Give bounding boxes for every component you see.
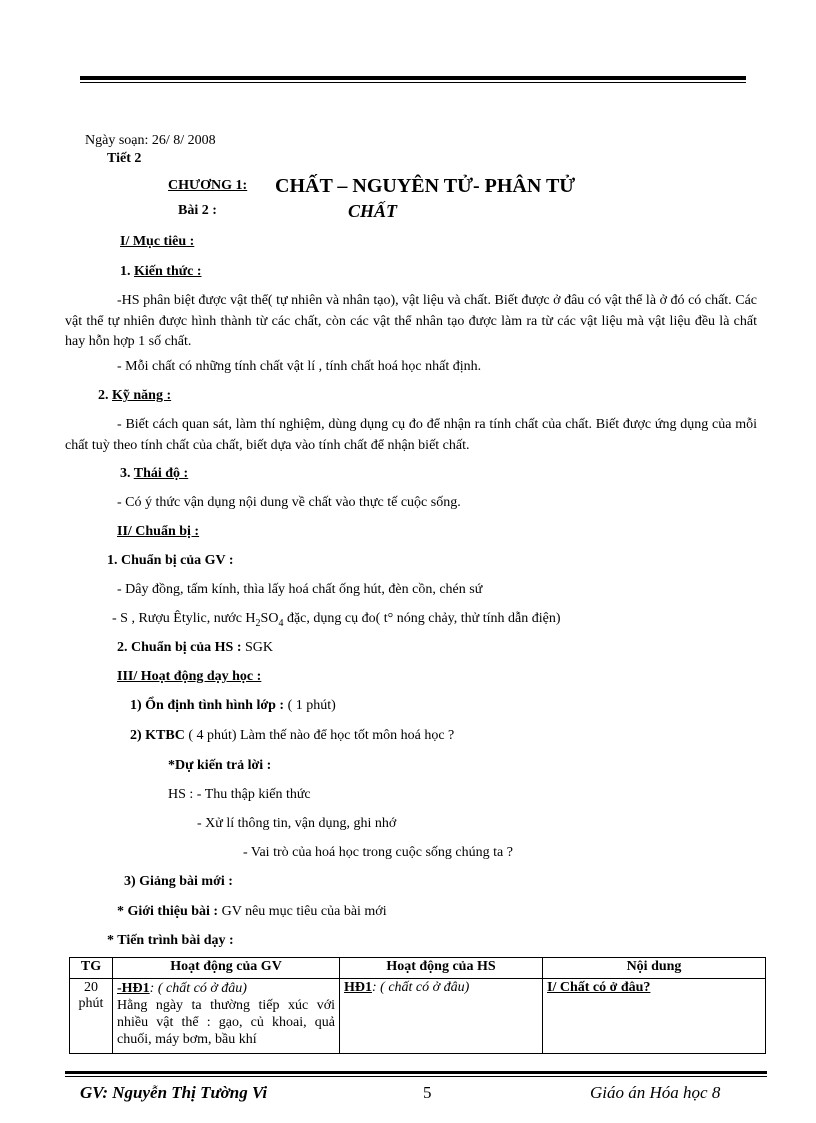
teacher-activity-text: Hằng ngày ta thường tiếp xúc với nhiều vật thể : gạo, củ khoai, quả chuối, máy bơm, bầu khí (117, 998, 335, 1047)
step-2-label: 2) KTBC (130, 728, 185, 743)
skills-title: Kỹ năng : (112, 388, 172, 403)
date-line: Ngày soạn: 26/ 8/ 2008 (85, 133, 216, 148)
chapter-label: CHƯƠNG 1: (168, 178, 248, 193)
teacher-prep-item-2-c: đặc, dụng cụ đo( t° nóng chảy, thử tính dẫn điện) (283, 611, 561, 626)
lesson-table (69, 957, 766, 1054)
objectives-heading: I/ Mục tiêu : (120, 234, 195, 249)
answer-1: HS : - Thu thập kiến thức (168, 787, 311, 802)
step-1 (130, 697, 336, 715)
knowledge-text: -HS phân biệt được vật thể( tự nhiên và nhân tạo), vật liệu và chất. Biết được ở đâu có vật thể là ở đó có chất. Các vật thể tự nhiên được hình thành từ các chất, còn các vật thể nhân tạo được làm ra từ các vật liệu mà vật liệu đều là chất hay hỗn hợp 1 số chất. (65, 293, 757, 349)
cell-time: 20 phút (70, 979, 113, 1054)
step-1-label: 1) Ổn định tình hình lớp : (130, 698, 285, 713)
teacher-prep-heading: 1. Chuẩn bị của GV : (107, 553, 234, 568)
preparation-heading: II/ Chuẩn bị : (117, 524, 200, 539)
header-content: Nội dung (543, 958, 766, 979)
knowledge-title: Kiến thức : (134, 264, 202, 279)
attitude-text: - Có ý thức vận dụng nội dung về chất vào thực tế cuộc sống. (117, 495, 461, 510)
student-activity-label: HĐ1 (344, 980, 372, 995)
attitude-number: 3. (120, 466, 131, 481)
header-teacher-activity: Hoạt động của GV (113, 958, 340, 979)
attitude-heading (120, 465, 188, 483)
footer-rule-thin (65, 1076, 767, 1077)
lesson-label: Bài 2 : (178, 203, 217, 218)
knowledge-number: 1. (120, 264, 131, 279)
step-1-text: ( 1 phút) (284, 698, 336, 713)
answer-2: - Xử lí thông tin, vận dụng, ghi nhớ (197, 816, 397, 831)
student-prep-heading: 2. Chuẩn bị của HS : (117, 640, 242, 655)
header-rule-thick (80, 76, 746, 80)
header-student-activity: Hoạt động của HS (340, 958, 543, 979)
knowledge-text-2: - Mỗi chất có những tính chất vật lí , tính chất hoá học nhất định. (117, 359, 482, 374)
footer-subject: Giáo án Hóa học 8 (590, 1083, 721, 1102)
cell-teacher-activity (113, 979, 340, 1054)
expected-answer-heading: *Dự kiến trả lời : (168, 758, 272, 773)
cell-student-activity (340, 979, 543, 1054)
progress-heading: * Tiến trình bài dạy : (107, 933, 234, 948)
table-row (70, 979, 766, 1054)
period-label: Tiết 2 (107, 151, 142, 166)
student-prep-text: SGK (241, 640, 273, 655)
skills-number: 2. (98, 388, 109, 403)
student-activity-note: : ( chất có ở đâu) (372, 980, 470, 995)
footer-page-number: 5 (423, 1083, 432, 1102)
teacher-prep-item-2 (112, 610, 560, 633)
step-3-label: 3) Giảng bài mới : (124, 874, 233, 889)
subscript-2: 2 (255, 617, 261, 629)
answer-3: - Vai trò của hoá học trong cuộc sống chúng ta ? (243, 845, 513, 860)
cell-content (543, 979, 766, 1054)
footer-teacher: GV: Nguyễn Thị Tường Vi (80, 1083, 268, 1102)
student-prep-line (117, 639, 273, 657)
footer-rule-thick (65, 1071, 767, 1074)
teacher-prep-item-2-b: SO (260, 611, 279, 626)
skills-text: - Biết cách quan sát, làm thí nghiệm, dùng dụng cụ đo để nhận ra tính chất của chất. Biết được ứng dụng của mỗi chất tuỳ theo tính chất của chất, biết dựa vào tính chất để nhận biết chất. (65, 417, 757, 453)
header-time: TG (70, 958, 113, 979)
knowledge-heading (120, 263, 202, 281)
intro-line (117, 903, 387, 921)
teacher-prep-item-1: - Dây đồng, tấm kính, thìa lấy hoá chất ống hút, đèn cồn, chén sứ (117, 582, 483, 597)
content-heading: I/ Chất có ở đâu? (547, 980, 651, 995)
header-rule-thin (80, 82, 746, 83)
step-2 (130, 727, 454, 745)
lesson-title: CHẤT (348, 201, 398, 221)
skills-heading (98, 387, 171, 405)
activities-heading: III/ Hoạt động dạy học : (117, 669, 262, 684)
subscript-4: 4 (278, 617, 284, 629)
table-header-row (70, 958, 766, 979)
teacher-prep-item-2-a: - S , Rượu Êtylic, nước H (112, 611, 256, 626)
teacher-activity-note: : ( chất có ở đâu) (149, 981, 247, 996)
chapter-title: CHẤT – NGUYÊN TỬ- PHÂN TỬ (275, 175, 576, 197)
step-2-text: ( 4 phút) Làm thế nào để học tốt môn hoá học ? (184, 728, 455, 743)
intro-text: GV nêu mục tiêu của bài mới (218, 904, 387, 919)
teacher-activity-label: -HĐ1 (117, 981, 150, 996)
attitude-title: Thái độ : (133, 466, 189, 481)
intro-label: * Giới thiệu bài : (117, 904, 219, 919)
